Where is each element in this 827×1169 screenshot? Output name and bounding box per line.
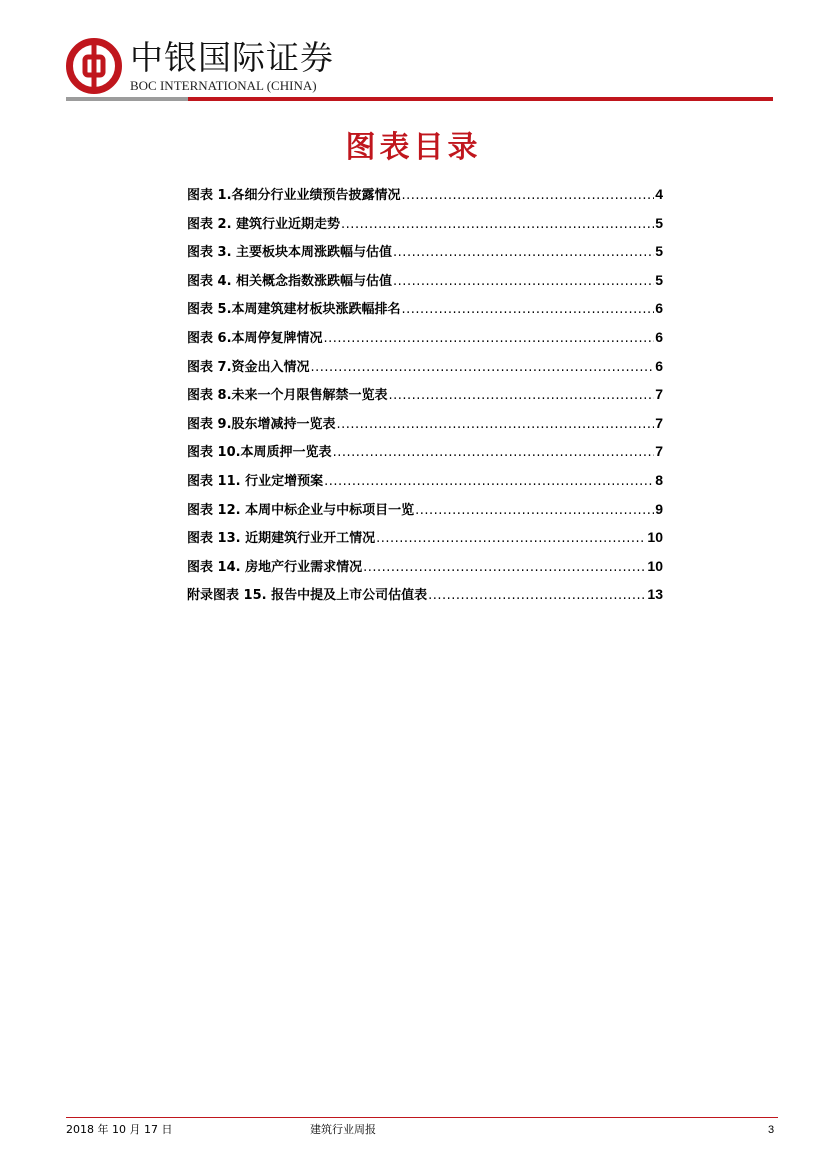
header-rule-grey xyxy=(66,97,188,101)
toc-dot-leader xyxy=(311,354,655,383)
toc-dot-leader xyxy=(428,582,646,611)
toc-entry-page: 7 xyxy=(655,414,663,431)
toc-entry[interactable] xyxy=(187,323,663,352)
toc-dot-leader xyxy=(402,296,655,325)
toc-entry-label: 图表 7.资金出入情况 xyxy=(187,359,310,375)
toc-dot-leader xyxy=(337,411,655,440)
toc-dot-leader xyxy=(393,268,654,297)
footer-rule xyxy=(66,1117,778,1118)
footer-date: 2018 年 10 月 17 日 xyxy=(66,1123,173,1136)
toc-entry[interactable] xyxy=(187,409,663,438)
toc-entry[interactable] xyxy=(187,209,663,238)
toc-entry[interactable] xyxy=(187,352,663,381)
toc-entry-label: 图表 4. 相关概念指数涨跌幅与估值 xyxy=(187,273,393,289)
toc-entry-label: 图表 13. 近期建筑行业开工情况 xyxy=(187,531,376,547)
brand-name-chinese: 中银国际证券 xyxy=(130,38,334,77)
toc-entry-page: 10 xyxy=(647,557,663,574)
toc-entry[interactable] xyxy=(187,466,663,495)
toc-dot-leader xyxy=(324,325,655,354)
toc-entry-page: 6 xyxy=(655,300,663,317)
footer-report-name: 建筑行业周报 xyxy=(310,1123,376,1136)
header-rule-red xyxy=(188,97,773,101)
toc-entry[interactable] xyxy=(187,294,663,323)
toc-dot-leader xyxy=(333,439,655,468)
toc-dot-leader xyxy=(415,497,654,526)
toc-entry-label: 图表 5.本周建筑建材板块涨跌幅排名 xyxy=(187,302,401,318)
toc-dot-leader xyxy=(389,382,655,411)
brand-name-english: BOC INTERNATIONAL (CHINA) xyxy=(130,78,317,93)
toc-entry-page: 5 xyxy=(655,271,663,288)
toc-entry-label: 附录图表 15. 报告中提及上市公司估值表 xyxy=(187,588,428,604)
toc-entry-page: 5 xyxy=(655,243,663,260)
toc-entry-page: 7 xyxy=(655,386,663,403)
toc-dot-leader xyxy=(341,211,654,240)
toc-entry-label: 图表 6.本周停复牌情况 xyxy=(187,330,323,346)
toc-entry-page: 13 xyxy=(647,586,663,603)
toc-entry-page: 9 xyxy=(655,500,663,517)
toc-entry-page: 10 xyxy=(647,529,663,546)
toc-entry[interactable] xyxy=(187,380,663,409)
toc-entry-label: 图表 9.股东增减持一览表 xyxy=(187,416,336,432)
toc-entry-label: 图表 11. 行业定增预案 xyxy=(187,473,324,489)
toc-entry-label: 图表 2. 建筑行业近期走势 xyxy=(187,216,341,232)
toc-entry-label: 图表 10.本周质押一览表 xyxy=(187,445,332,461)
toc-dot-leader xyxy=(393,239,654,268)
toc-entry[interactable] xyxy=(187,237,663,266)
toc-dot-leader xyxy=(402,182,655,211)
toc-title: 图表目录 xyxy=(345,130,482,165)
toc-entry-page: 6 xyxy=(655,357,663,374)
boc-coin-logo-icon xyxy=(66,38,122,94)
toc-entry-label: 图表 12. 本周中标企业与中标项目一览 xyxy=(187,502,415,518)
toc-entry-label: 图表 14. 房地产行业需求情况 xyxy=(187,559,363,575)
toc-entry[interactable] xyxy=(187,552,663,581)
toc-entry[interactable] xyxy=(187,437,663,466)
toc-entry-label: 图表 3. 主要板块本周涨跌幅与估值 xyxy=(187,245,393,261)
toc-entry[interactable] xyxy=(187,580,663,609)
toc-entry[interactable] xyxy=(187,495,663,524)
toc-dot-leader xyxy=(324,468,654,497)
toc-entry[interactable] xyxy=(187,266,663,295)
footer-page-number: 3 xyxy=(768,1124,775,1136)
toc-entry-page: 5 xyxy=(655,214,663,231)
toc-dot-leader xyxy=(376,525,646,554)
toc-dot-leader xyxy=(363,554,646,583)
toc-entry-page: 7 xyxy=(655,443,663,460)
toc-entry-page: 6 xyxy=(655,328,663,345)
toc-entry-label: 图表 8.未来一个月限售解禁一览表 xyxy=(187,388,388,404)
toc-entry-page: 4 xyxy=(655,186,663,202)
toc-list xyxy=(187,180,663,609)
toc-entry[interactable] xyxy=(187,180,663,209)
toc-entry-label: 图表 1.各细分行业业绩预告披露情况 xyxy=(187,188,401,203)
toc-entry-page: 8 xyxy=(655,471,663,488)
toc-entry[interactable] xyxy=(187,523,663,552)
